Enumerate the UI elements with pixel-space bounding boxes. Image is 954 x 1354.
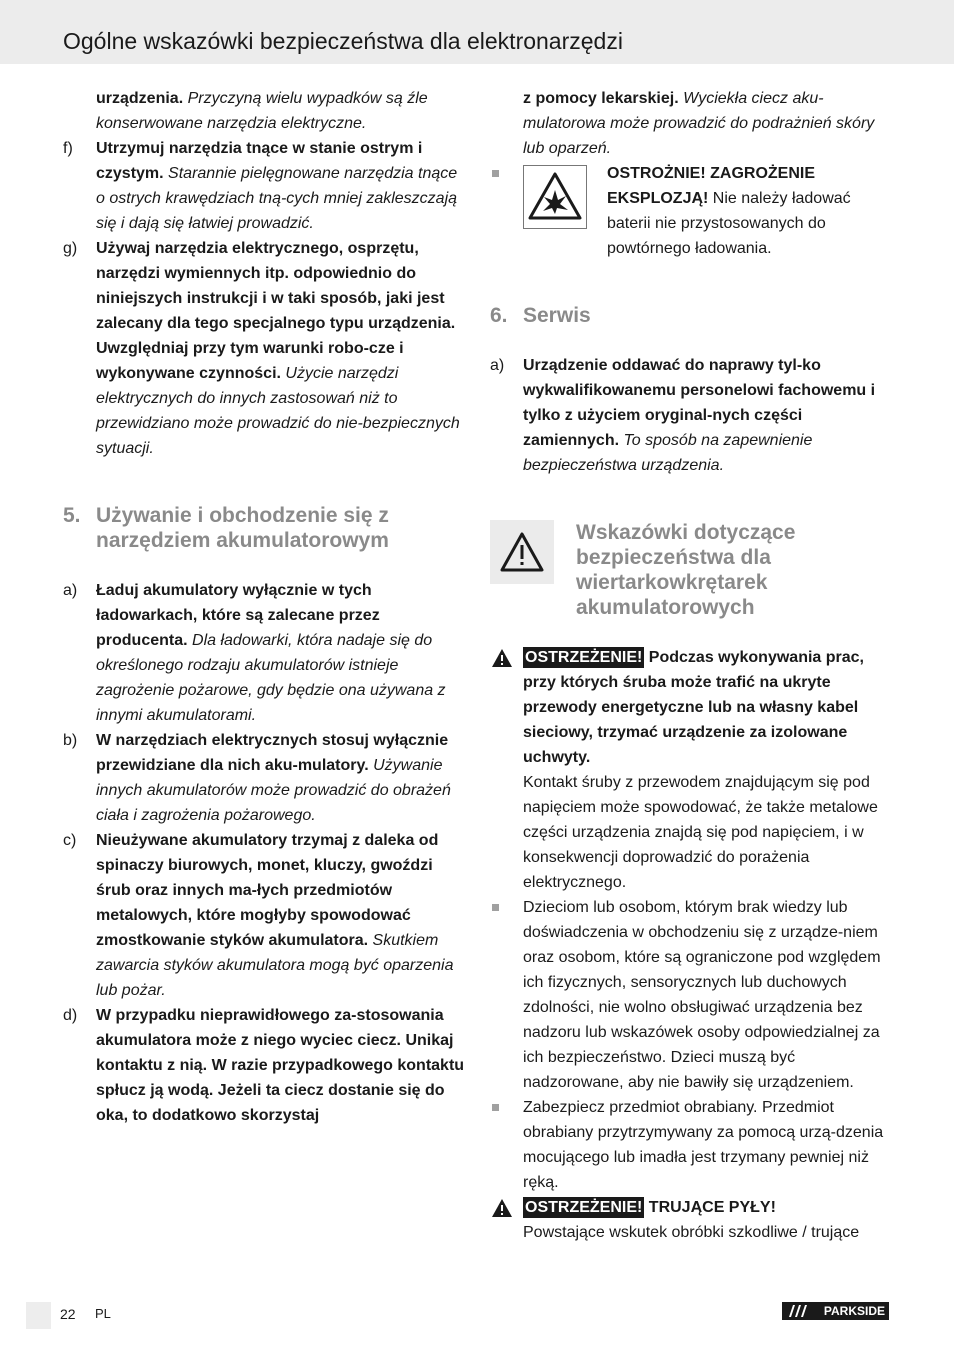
- page-title: Ogólne wskazówki bezpieczeństwa dla elektronarzędzi: [63, 28, 623, 54]
- item-f-bold: Utrzymuj narzędzia tnące w stanie ostrym i czystym.: [96, 140, 423, 182]
- item-a-marker: a): [63, 582, 78, 599]
- section-5-title: Używanie i obchodzenie się z narzędziem akumulatorowym: [96, 504, 389, 552]
- explosion-text: Nie należy ładować baterii nie przystosowanych do powtórnego ładowania.: [607, 190, 851, 257]
- section-6-heading: [490, 303, 895, 328]
- warning-small-icon: [491, 648, 513, 676]
- item-d-bold: W przypadku nieprawidłowego za-stosowania akumulatora może z niego wyciec ciecz. Unikaj kontaktu z nią. W razie przypadkowego kontaktu spłucz ją wodą. Jeżeli ta ciecz dostanie się do oka, to dodatkowo skorzystaj: [96, 1007, 465, 1124]
- item-c-bold: Nieużywane akumulatory trzymaj z daleka od spinaczy biurowych, monet, kluczy, gwoździ śrub oraz innych ma-łych przedmiotów metalowych, które mogłyby spowodować zmostkowanie styków akumulatora.: [96, 832, 439, 949]
- right-column: [490, 86, 895, 1245]
- warning-badge: OSTRZEŻENIE!: [525, 649, 643, 666]
- section-5-number: 5.: [63, 504, 81, 527]
- warning-small-icon: [491, 1198, 513, 1226]
- item-g-marker: g): [63, 240, 78, 257]
- warning2-bold: TRUJĄCE PYŁY!: [648, 1199, 776, 1216]
- brand-stripes-icon: [786, 1305, 810, 1317]
- warning1-bold: Podczas wykonywania prac, przy których śruba może trafić na ukryte przewody energetyczne lub na własny kabel sieciowy, trzymać urządzenie za izolowane uchwyty.: [523, 649, 864, 766]
- bullet-square: [492, 170, 499, 177]
- warning-badge: OSTRZEŻENIE!: [525, 1199, 643, 1216]
- item-g-italic: Użycie narzędzi elektrycznych do innych zastosowań niż to przewidziano może prowadzić do nie-bezpiecznych sytuacji.: [96, 365, 460, 457]
- bullet-square: [492, 1104, 499, 1111]
- bullet-workpiece: [490, 1095, 895, 1195]
- warning-hidden-wires: [490, 645, 895, 895]
- item-c: [63, 828, 465, 1003]
- item-a: [63, 578, 465, 728]
- item-b-marker: b): [63, 732, 78, 749]
- item-f-italic: Starannie pielęgnowane narzędzia tnące o ostrych krawędziach tną-cych mniej zakleszczają się i dają się łatwiej prowadzić.: [96, 165, 458, 232]
- service-a-italic: To sposób na zapewnienie bezpieczeństwa urządzenia.: [523, 432, 813, 474]
- bullet-children: [490, 895, 895, 1095]
- page-header: [0, 0, 954, 64]
- item-f: [63, 136, 465, 236]
- drill-safety-section: [490, 520, 895, 620]
- service-item-a: [490, 353, 895, 478]
- item-g: [63, 236, 465, 461]
- item-d-cont-bold: z pomocy lekarskiej.: [523, 90, 679, 107]
- left-column: [63, 86, 465, 1128]
- item-g-bold: Używaj narzędzia elektrycznego, osprzętu, narzędzi wymiennych itp. odpowiednio do niniejszych instrukcji i w taki sposób, jaki jest zalecany dla tego specjalnego typu urządzenia. Uwzględniaj przy tym warunki robo-cze i wykonywane czynności.: [96, 240, 456, 382]
- item-e-bold: urządzenia.: [96, 90, 184, 107]
- explosion-bold: OSTROŻNIE! ZAGROŻENIE EKSPLOZJĄ!: [607, 165, 815, 207]
- bullet-workpiece-text: Zabezpiecz przedmiot obrabiany. Przedmiot obrabiany przytrzymywany za pomocą urzą-dzenia mocującego lub imadła jest trzymany pewniej niż ręką.: [523, 1099, 884, 1191]
- item-a-italic: Dla ładowarki, która nadaje się do określonego rodzaju akumulatorów istnieje zagrożenie pożarowe, gdy będzie ona używana z innymi akumulatorami.: [96, 632, 446, 724]
- item-d-continued: [490, 86, 895, 161]
- drill-safety-title: Wskazówki dotyczące bezpieczeństwa dla wiertarkowkrętarek akumulatorowych: [576, 521, 796, 619]
- item-d-marker: d): [63, 1007, 78, 1024]
- item-b-bold: W narzędziach elektrycznych stosuj wyłącznie przewidziane dla nich aku-mulatory.: [96, 732, 449, 774]
- page-number: 22: [60, 1306, 76, 1322]
- item-a-bold: Ładuj akumulatory wyłącznie w tych ładowarkach, które są zalecane przez producenta.: [96, 582, 380, 649]
- bullet-children-text: Dzieciom lub osobom, którym brak wiedzy lub doświadczenia w obchodzeniu się z urządze-niem oraz osobom, które są ograniczone pod względem ich fizycznych, sensorycznych lub duchowych zdolności, nie wolno obsługiwać urządzenia bez nadzoru lub wskazówek osoby odpowiedzialnej za ich bezpieczeństwo. Dzieci muszą być nadzorowane, aby nie bawiły się urządzeniem.: [523, 899, 881, 1091]
- service-a-bold: Urządzenie oddawać do naprawy tyl-ko wykwalifikowanemu personelowi fachowemu i tylko z użyciem oryginal-nych części zamiennych.: [523, 357, 876, 449]
- item-e-continued: [63, 86, 465, 136]
- warning1-text: Kontakt śruby z przewodem znajdującym się pod napięciem może spowodować, że także metalowe części urządzenia znajdą się pod napięciem, i w konsekwencji doprowadzić do porażenia elektrycznego.: [523, 774, 878, 891]
- warning2-text: Powstające wskutek obróbki szkodliwe / trujące: [523, 1224, 860, 1241]
- warning-toxic-dust: [490, 1195, 895, 1245]
- warning-triangle-icon: [490, 520, 554, 584]
- item-c-italic: Skutkiem zawarcia styków akumulatora mogą być oparzenia lub pożar.: [96, 932, 454, 999]
- language-code: PL: [95, 1306, 111, 1321]
- bullet-square: [492, 904, 499, 911]
- brand-name: PARKSIDE: [823, 1304, 885, 1318]
- item-d: [63, 1003, 465, 1128]
- section-6-title: Serwis: [523, 304, 591, 327]
- section-5-heading: [63, 503, 465, 553]
- item-f-marker: f): [63, 140, 73, 157]
- item-c-marker: c): [63, 832, 77, 849]
- explosion-icon: [523, 165, 587, 229]
- item-b-italic: Używanie innych akumulatorów może prowadzić do obrażeń ciała i zagrożenia pożarowego.: [96, 757, 451, 824]
- explosion-note: [490, 161, 895, 261]
- item-e-italic: Przyczyną wielu wypadków są źle konserwowane narzędzia elektryczne.: [96, 90, 428, 132]
- footer-page-box: [26, 1302, 51, 1329]
- item-b: [63, 728, 465, 828]
- service-a-marker: a): [490, 357, 505, 374]
- item-d-cont-italic: Wyciekła ciecz aku-mulatorowa może prowadzić do podrażnień skóry lub oparzeń.: [523, 90, 875, 157]
- brand-logo: [782, 1302, 889, 1320]
- section-6-number: 6.: [490, 304, 508, 327]
